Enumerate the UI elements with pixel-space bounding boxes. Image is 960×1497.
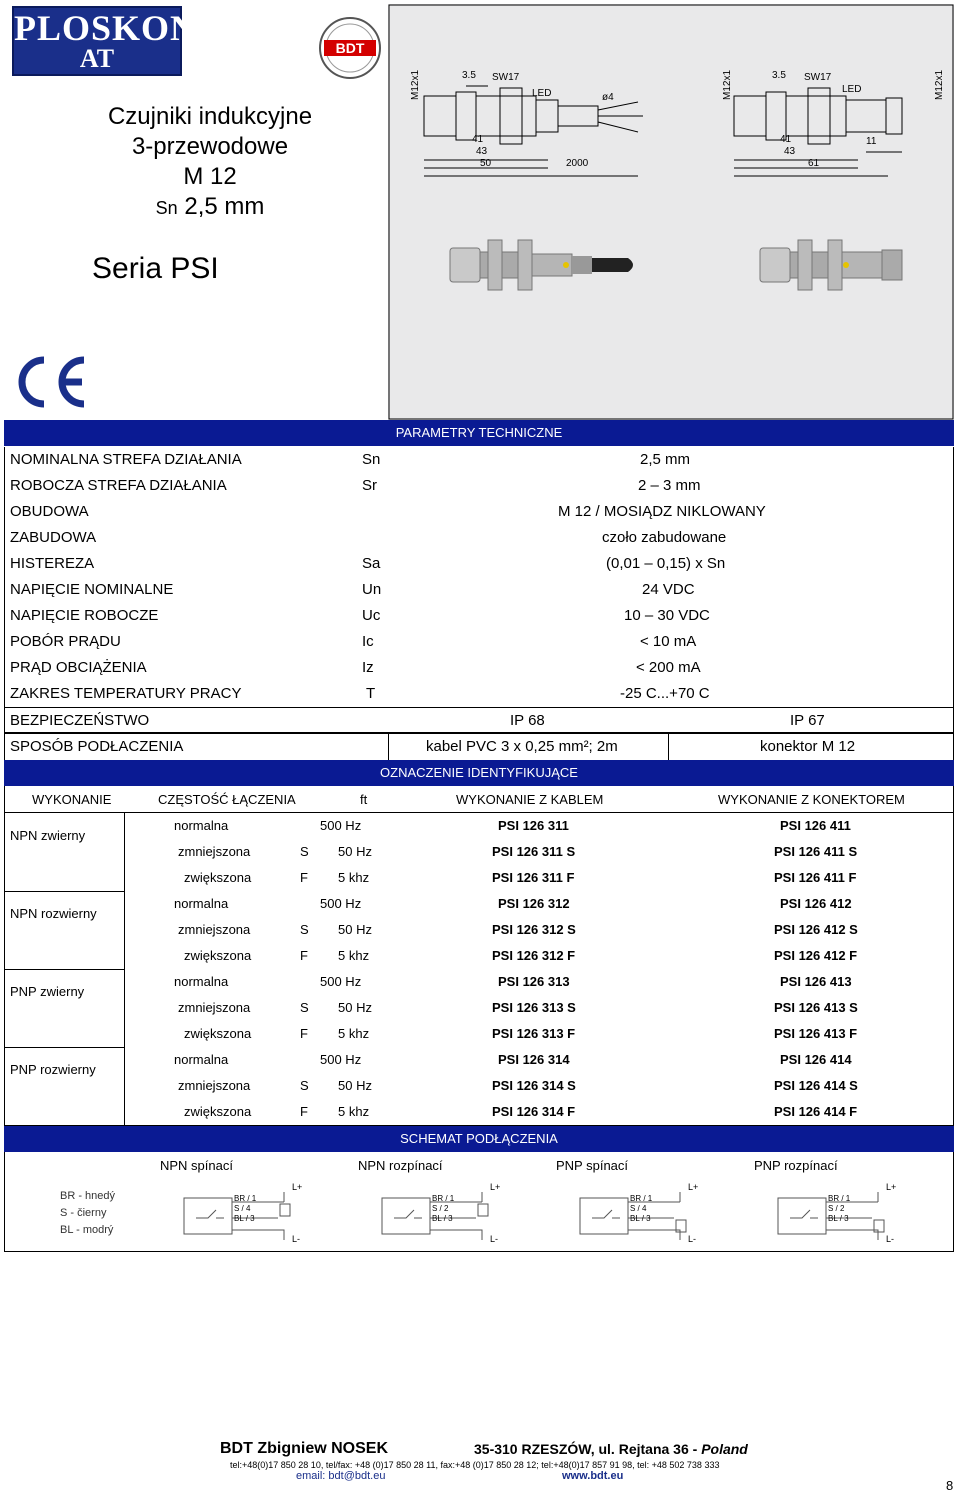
logo-text-ploskon: PLOSKON [14,8,198,48]
dim-11-right: 11 [866,136,877,147]
freq-label: zwiększona [184,1026,252,1041]
ident-row [4,917,954,943]
dim-43-right: 43 [784,146,796,157]
bdt-logo [318,16,382,80]
dim-d1-right: 3.5 [772,70,786,81]
cable-code: PSI 126 312 S [492,922,576,937]
col-header: WYKONANIE Z KABLEM [456,792,604,807]
freq-code: F [300,870,308,885]
ft-value: 500 Hz [320,818,362,833]
cable-code: PSI 126 312 [498,896,570,911]
param-name: NOMINALNA STREFA DZIAŁANIA [10,451,242,468]
param-symbol: Un [362,581,382,598]
schema-header [4,1126,954,1152]
ident-row [4,1021,954,1047]
param-name: NAPIĘCIE ROBOCZE [10,607,159,624]
group-name: PNP zwierny [10,984,85,999]
cable-code: PSI 126 311 S [492,844,576,859]
schema-title: NPN spínací [160,1158,233,1173]
params-header-label: PARAMETRY TECHNICZNE [395,425,563,440]
wire-label: S / 4 [630,1204,647,1213]
dim-thread-right-2: M12x1 [934,69,945,100]
param-row [4,525,954,551]
freq-label: zmniejszona [178,844,251,859]
freq-code: S [300,844,309,859]
param-name: OBUDOWA [10,503,89,520]
dim-sw-right: SW17 [804,72,832,83]
wire-legend [60,1188,115,1239]
param-row [4,629,954,655]
ft-value: 500 Hz [320,1052,362,1067]
schematic-npn-nc [380,1184,520,1249]
connector-code: PSI 126 411 S [774,844,858,859]
ident-row [4,1047,954,1073]
footer-company: BDT Zbigniew NOSEK [220,1440,388,1457]
sn-label: Sn [155,198,178,218]
dim-cable-length: 2000 [566,158,589,169]
param-name: HISTEREZA [10,555,95,572]
schema-title: NPN rozpínací [358,1158,443,1173]
param-symbol: Ic [362,633,374,650]
connector-code: PSI 126 412 S [774,922,858,937]
col-header: CZĘSTOŚĆ ŁĄCZENIA [158,792,296,807]
ident-header-label: OZNACZENIE IDENTYFIKUJĄCE [380,765,578,780]
param-symbol: Uc [362,607,381,624]
ft-value: 50 Hz [338,1000,372,1015]
ft-value: 500 Hz [320,896,362,911]
wire-label: BR / 1 [630,1194,653,1203]
connection-connector: konektor M 12 [760,738,856,755]
series-title: Seria PSI [92,252,219,285]
ident-row [4,943,954,969]
product-title [60,102,360,223]
param-name: SPOSÓB PODŁACZENIA [10,738,184,755]
param-name: ZABUDOWA [10,529,97,546]
connector-code: PSI 126 414 F [774,1104,858,1119]
group-name: NPN zwierny [10,828,86,843]
ident-row [4,1073,954,1099]
connector-code: PSI 126 412 F [774,948,858,963]
freq-code: S [300,922,309,937]
param-value: < 10 mA [640,633,697,650]
ft-value: 50 Hz [338,1078,372,1093]
param-name: NAPIĘCIE NOMINALNE [10,581,174,598]
connector-code: PSI 126 413 S [774,1000,858,1015]
ft-value: 50 Hz [338,922,372,937]
param-name: BEZPIECZEŃSTWO [10,712,150,729]
freq-label: zwiększona [184,948,252,963]
dim-43-left: 43 [476,146,488,157]
legend-item: BR - hnedý [60,1190,116,1202]
title-line-3: M 12 [183,163,237,190]
legend-item: BL - modrý [60,1224,114,1236]
cable-code: PSI 126 314 S [492,1078,576,1093]
freq-label: zmniejszona [178,1078,251,1093]
freq-label: normalna [174,818,229,833]
connector-code: PSI 126 412 [780,896,852,911]
ft-value: 5 khz [338,948,370,963]
schematic-npn-no [182,1184,322,1249]
freq-code: F [300,1104,308,1119]
wire-label: S / 2 [432,1204,449,1213]
param-symbol: Sn [362,451,381,468]
lplus-label: L+ [490,1182,501,1192]
connection-cable: kabel PVC 3 x 0,25 mm²; 2m [426,738,618,755]
dim-61-right: 61 [808,158,820,169]
footer-address-text: 35-310 RZESZÓW, ul. Rejtana 36 - [474,1441,698,1457]
params-header [4,420,954,446]
param-symbol: Iz [362,659,374,676]
freq-code: S [300,1000,309,1015]
param-value: 2 – 3 mm [638,477,701,494]
ident-row [4,1099,954,1125]
param-row [4,681,954,707]
schema-header-label: SCHEMAT PODŁĄCZENIA [400,1131,558,1146]
cable-code: PSI 126 314 F [492,1104,576,1119]
wire-label: BL / 3 [234,1214,255,1223]
freq-label: normalna [174,1052,229,1067]
dim-sw-left: SW17 [492,72,520,83]
cable-code: PSI 126 313 S [492,1000,576,1015]
param-row [4,603,954,629]
bdt-logo-text: BDT [335,40,365,56]
lminus-label: L- [886,1234,895,1244]
param-name: ZAKRES TEMPERATURY PRACY [10,685,242,702]
wire-label: BL / 3 [630,1214,651,1223]
footer-email[interactable]: email: bdt@bdt.eu [296,1470,386,1482]
lminus-label: L- [490,1234,499,1244]
param-row [4,473,954,499]
title-line-1: Czujniki indukcyjne [107,103,313,130]
ft-value: 5 khz [338,870,370,885]
cable-code: PSI 126 313 F [492,1026,576,1041]
param-name: PRĄD OBCIĄŻENIA [10,659,147,676]
ident-row [4,891,954,917]
ploskon-logo [12,6,198,76]
dim-thread-right: M12x1 [722,69,733,100]
param-row [4,551,954,577]
freq-label: zwiększona [184,870,252,885]
dim-led-left: LED [532,88,552,99]
dim-led-right: LED [842,84,862,95]
freq-code: S [300,1078,309,1093]
col-header: ft [360,792,368,807]
param-value: (0,01 – 0,15) x Sn [606,555,726,572]
param-row-protection [4,707,954,733]
dim-41-left: 41 [472,134,484,145]
sn-value: 2,5 mm [184,193,265,220]
param-row-connection [4,734,954,760]
col-header: WYKONANIE Z KONEKTOREM [718,792,905,807]
lminus-label: L- [292,1234,301,1244]
ft-value: 50 Hz [338,844,372,859]
sensor-drawing-panel [388,4,954,420]
group-name: NPN rozwierny [10,906,97,921]
footer-website[interactable]: www.bdt.eu [562,1470,624,1482]
freq-label: normalna [174,896,229,911]
connector-code: PSI 126 413 [780,974,852,989]
dim-41-right: 41 [780,134,792,145]
param-value: 24 VDC [642,581,695,598]
param-symbol: Sa [362,555,381,572]
schema-title: PNP rozpínací [754,1158,838,1173]
freq-code: F [300,948,308,963]
ident-row [4,839,954,865]
lplus-label: L+ [292,1182,303,1192]
cable-code: PSI 126 311 [498,818,569,833]
schematic-pnp-no [578,1184,718,1249]
connector-code: PSI 126 411 [780,818,851,833]
param-value: < 200 mA [636,659,701,676]
wire-label: BR / 1 [432,1194,455,1203]
ident-row [4,995,954,1021]
schematic-pnp-nc [776,1184,916,1249]
param-value: -25 C...+70 C [620,685,710,702]
cable-code: PSI 126 312 F [492,948,576,963]
wire-label: BL / 3 [432,1214,453,1223]
title-line-4 [60,192,360,223]
connector-code: PSI 126 411 F [774,870,857,885]
wire-label: BR / 1 [234,1194,257,1203]
lplus-label: L+ [688,1182,699,1192]
protection-connector: IP 67 [790,712,825,729]
dim-d1-left: 3.5 [462,70,476,81]
param-row [4,655,954,681]
col-header: WYKONANIE [32,792,112,807]
schema-title: PNP spínací [556,1158,629,1173]
ft-value: 500 Hz [320,974,362,989]
freq-code: F [300,1026,308,1041]
ce-mark-icon [10,352,90,412]
wire-label: S / 4 [234,1204,251,1213]
freq-label: zmniejszona [178,1000,251,1015]
dim-thread-left: M12x1 [410,69,421,100]
cable-code: PSI 126 311 F [492,870,575,885]
ident-row [4,865,954,891]
cable-code: PSI 126 313 [498,974,570,989]
ident-col-headers [4,787,954,813]
param-symbol: T [366,685,376,702]
param-row [4,499,954,525]
param-value: 10 – 30 VDC [624,607,710,624]
wire-label: S / 2 [828,1204,845,1213]
title-line-2: 3-przewodowe [131,133,289,160]
logo-text-at: AT [79,44,115,73]
freq-label: zwiększona [184,1104,252,1119]
dim-cable-diameter: ø4 [602,92,614,103]
ident-header [4,760,954,786]
wire-label: BL / 3 [828,1214,849,1223]
page-number: 8 [946,1478,954,1493]
wire-label: BR / 1 [828,1194,851,1203]
footer-address [474,1441,748,1457]
footer-phones: tel:+48(0)17 850 28 10, tel/fax: +48 (0)17 850 28 11, fax:+48 (0)17 850 28 12; tel:+48(0)17 857 91 98, tel: +48 502 738 333 [230,1460,720,1470]
param-symbol: Sr [362,477,377,494]
param-name: ROBOCZA STREFA DZIAŁANIA [10,477,227,494]
param-row [4,577,954,603]
connector-code: PSI 126 413 F [774,1026,858,1041]
ft-value: 5 khz [338,1104,370,1119]
connector-code: PSI 126 414 S [774,1078,858,1093]
footer-city: Poland [701,1441,748,1457]
lplus-label: L+ [886,1182,897,1192]
group-name: PNP rozwierny [10,1062,96,1077]
cable-code: PSI 126 314 [498,1052,570,1067]
freq-label: normalna [174,974,229,989]
param-value: 2,5 mm [640,451,691,468]
param-row [4,447,954,473]
lminus-label: L- [688,1234,697,1244]
param-value: czoło zabudowane [602,529,727,546]
ident-row [4,969,954,995]
protection-cable: IP 68 [510,712,545,729]
connector-code: PSI 126 414 [780,1052,852,1067]
param-value: M 12 / MOSIĄDZ NIKLOWANY [558,503,766,520]
ident-row [4,813,954,839]
freq-label: zmniejszona [178,922,251,937]
ft-value: 5 khz [338,1026,370,1041]
dim-50-left: 50 [480,158,492,169]
param-name: POBÓR PRĄDU [10,633,121,650]
legend-item: S - čierny [60,1207,107,1219]
